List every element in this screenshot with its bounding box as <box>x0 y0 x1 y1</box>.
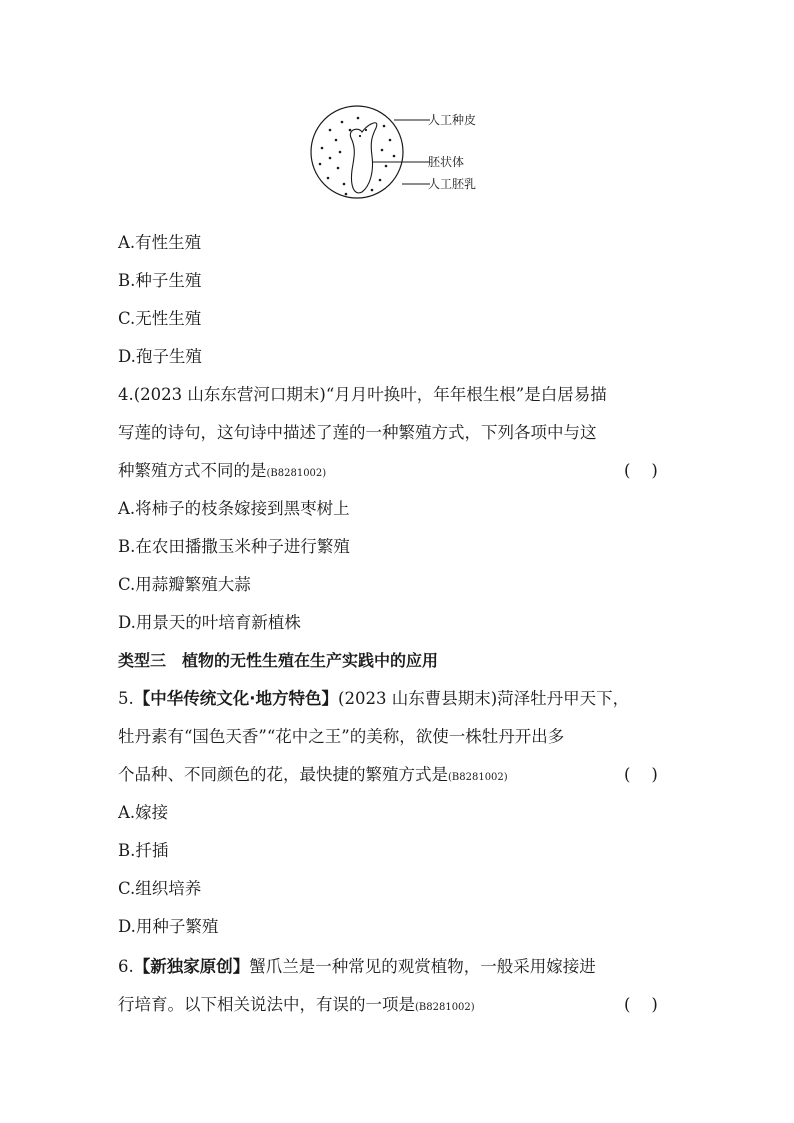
embryo-shape <box>350 123 376 193</box>
label-artificial-seed-coat: 人工种皮 <box>428 113 477 127</box>
q3-option-c[interactable]: C.无性生殖 <box>118 309 202 328</box>
q5-stem-line3 <box>118 764 508 789</box>
label-embryoid: 胚状体 <box>428 155 465 169</box>
endosperm-dots <box>319 117 396 196</box>
q4-answer-blank[interactable]: ( ) <box>624 461 658 480</box>
q6-tag: 【新独家原创】 <box>133 957 250 976</box>
label-artificial-endosperm: 人工胚乳 <box>428 177 477 191</box>
q4-option-b[interactable]: B.在农田播撒玉米种子进行繁殖 <box>118 537 350 556</box>
q5-number: 5. <box>118 689 134 708</box>
q5-stem-line1 <box>118 688 629 710</box>
q5-tag: 【中华传统文化·地方特色】 <box>133 689 339 708</box>
q6-stem-text: 行培育。以下相关说法中，有误的一项是 <box>118 995 415 1014</box>
q6-answer-blank[interactable]: ( ) <box>624 995 658 1014</box>
q4-stem-line2: 写莲的诗句，这句诗中描述了莲的一种繁殖方式，下列各项中与这 <box>118 423 597 442</box>
q3-option-d[interactable]: D.孢子生殖 <box>118 347 202 366</box>
q4-option-a[interactable]: A.将柿子的枝条嫁接到黑枣树上 <box>118 499 350 518</box>
q5-option-c[interactable]: C.组织培养 <box>118 879 202 898</box>
artificial-seed-diagram <box>300 100 500 220</box>
q5-stem-text: 个品种、不同颜色的花，最快捷的繁殖方式是 <box>118 765 448 784</box>
q5-option-d[interactable]: D.用种子繁殖 <box>118 917 219 936</box>
q5-option-a[interactable]: A.嫁接 <box>118 803 169 822</box>
q5-option-b[interactable]: B.扦插 <box>118 841 169 860</box>
q6-stem-line1 <box>118 956 596 978</box>
q4-stem-text: 种繁殖方式不同的是 <box>118 461 267 480</box>
q3-option-a[interactable]: A.有性生殖 <box>118 233 202 252</box>
seed-coat-circle <box>311 106 403 198</box>
q5-code: (B8281002) <box>448 772 508 783</box>
q6-code: (B8281002) <box>415 1002 475 1013</box>
q4-option-c[interactable]: C.用蒜瓣繁殖大蒜 <box>118 575 251 594</box>
q4-stem-line3 <box>118 460 326 485</box>
q5-stem-rest: (2023 山东曹县期末)菏泽牡丹甲天下， <box>338 689 630 708</box>
q6-stem-rest: 蟹爪兰是一种常见的观赏植物，一般采用嫁接进 <box>249 957 596 976</box>
q4-code: (B8281002) <box>266 468 327 479</box>
q5-answer-blank[interactable]: ( ) <box>624 765 658 784</box>
q3-option-b[interactable]: B.种子生殖 <box>118 271 202 290</box>
q4-option-d[interactable]: D.用景天的叶培育新植株 <box>118 613 301 632</box>
section-heading-type3: 类型三 植物的无性生殖在生产实践中的应用 <box>118 651 439 670</box>
q6-number: 6. <box>118 957 134 976</box>
q5-stem-line2: 牡丹素有“国色天香”“花中之王”的美称，欲使一株牡丹开出多 <box>118 727 565 746</box>
q6-stem-line2 <box>118 994 475 1019</box>
q4-stem-line1: 4.(2023 山东东营河口期末)“月月叶换叶，年年根生根”是白居易描 <box>118 385 607 404</box>
